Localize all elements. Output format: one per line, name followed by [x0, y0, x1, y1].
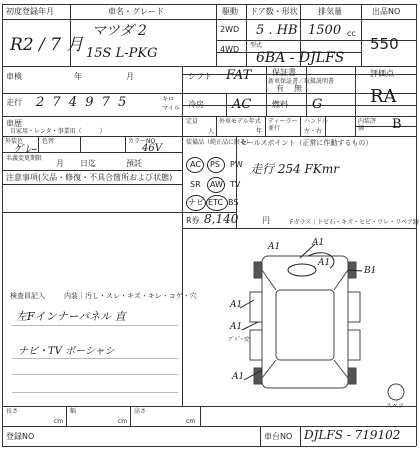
sales-point-title: セールスポイント（正常に作動するもの） — [240, 139, 373, 147]
shift-value: FAT — [226, 68, 252, 83]
inspector-legend: 内装｜汚し・スレ・キズ・キレ・コゲ・穴 — [64, 292, 197, 300]
length-label: 長さ — [6, 408, 19, 415]
dealer-label: ディーラー並行 — [268, 118, 298, 132]
glass-note: Fガラス｜トビ石・キズ・ヒビ・ワレ・リペア跡 — [290, 219, 420, 226]
mileage-value: 2 7 4 9 7 5 — [36, 95, 129, 110]
capacity-unit: 人 — [208, 128, 215, 135]
height-unit: cm — [186, 418, 196, 425]
fuel-value: G — [312, 97, 323, 112]
diagram-mark: A1 — [230, 322, 243, 332]
handle-value: 左・右 — [304, 128, 323, 135]
recycle-label: R券 — [186, 216, 200, 225]
inspector-comment-2: ナビ・TV ボーシャシ — [18, 346, 115, 357]
cc-unit: cc — [347, 29, 356, 38]
diagram-subnote: ﾌﾞﾊﾟｰ交 — [228, 336, 250, 343]
equip-item: SR — [190, 180, 201, 189]
recycle-value: 8,140 — [204, 212, 239, 226]
equip-item: PS — [210, 160, 220, 169]
interior-label: 内装評価 — [358, 118, 377, 132]
equip-item: AC — [190, 160, 201, 169]
diagram-mark: B1 — [364, 266, 377, 276]
aircon-label: 冷房 — [188, 100, 204, 109]
warranty-label: 保証書 — [272, 68, 296, 77]
equip-item: BS — [228, 198, 239, 207]
shaken-year: 年 — [74, 72, 82, 81]
name-change-label: 名義変更期限 — [6, 155, 43, 162]
shaken-label: 車検 — [6, 72, 22, 81]
inspector-label: 検査員記入 — [10, 292, 45, 300]
equip-item: AW — [210, 180, 223, 189]
lot-value: 550 — [370, 35, 399, 53]
handle-label: ハンドル — [304, 118, 329, 125]
model-year-unit: 年 — [256, 128, 263, 135]
mileage-label: 走行 — [6, 98, 22, 107]
diagram-mark: A1 — [268, 242, 281, 252]
warranty-ari: 有 — [276, 84, 284, 93]
lot-label: 出品NO — [372, 7, 401, 16]
color-no-value: 46V — [142, 143, 162, 154]
car-name-label: 車名・グレード — [108, 7, 164, 16]
recycle-unit: 円 — [262, 216, 270, 225]
drive-4wd: 4WD — [220, 45, 240, 54]
reg-label: 登録NO — [6, 432, 35, 441]
fuel-label: 燃料 — [272, 100, 288, 109]
model-value: 6BA - DJLFS — [256, 50, 345, 66]
inspector-comment-1: 左Fインナーパネル 直 — [16, 310, 126, 323]
exterior-label: 外装色 — [5, 138, 24, 145]
shaken-month: 月 — [126, 72, 134, 81]
equip-item: ナビ — [188, 198, 204, 207]
chassis-value: DJLFS - 719102 — [304, 428, 401, 442]
displacement-label: 排気量 — [318, 7, 342, 16]
history-sub: 自家用・レンタ・事業用（ ） — [10, 128, 106, 135]
equipment-title: 装備品 — [186, 139, 205, 146]
grade-value: 15S L-PKG — [86, 46, 158, 61]
diagram-mark: A1 — [312, 238, 325, 248]
score-value: RA — [370, 86, 397, 107]
width-label: 幅 — [70, 408, 77, 415]
length-unit: cm — [54, 418, 64, 425]
first-reg-label: 初度登録年月 — [6, 7, 54, 16]
equip-item: PW — [230, 160, 243, 169]
capacity-label: 定員 — [186, 118, 199, 125]
drive-2wd: 2WD — [220, 25, 240, 34]
width-unit: cm — [118, 418, 128, 425]
door-label: ドア数・形状 — [250, 7, 298, 16]
warranty-nashi: 無 — [294, 84, 302, 93]
score-label: 評価点 — [370, 69, 394, 78]
interior-value: B — [392, 117, 402, 132]
name-change-month: 月 — [56, 159, 64, 168]
displacement-value: 1500 — [308, 23, 342, 38]
car-name-value: マツダ 2 — [92, 23, 147, 39]
color-no-label: カラーNO — [128, 138, 156, 145]
model-label: 型式 — [250, 42, 263, 49]
aircon-value: AC — [232, 97, 252, 112]
first-reg-value: R2 / 7 月 — [10, 35, 84, 55]
equip-item: TV — [230, 180, 241, 189]
name-change-day: 日迄 — [80, 159, 96, 168]
trim-label: 色替 — [42, 138, 55, 145]
equip-item: ETC — [208, 198, 224, 207]
history-label: 車歴 — [6, 119, 22, 128]
exterior-value: ｸﾞﾚｰ — [14, 143, 36, 156]
diagram-mark: A1 — [318, 258, 331, 268]
mile-unit: マイル — [162, 105, 180, 112]
shift-label: シフト — [188, 72, 212, 81]
chassis-label: 車台NO — [264, 432, 293, 441]
sales-point-value: 走行 254 FKmr — [250, 162, 339, 176]
warranty-sub: 新車保証書／取扱説明書 — [268, 78, 335, 85]
model-year-label: 外車モデル年式 — [219, 118, 261, 125]
height-label: 高さ — [134, 408, 147, 415]
drive-label: 駆動 — [222, 7, 238, 16]
km-unit: キロ — [162, 96, 175, 103]
door-value: 5 . HB — [256, 23, 298, 38]
spare-label: スペア — [386, 403, 405, 410]
notes-label: 注意事項(欠品・修復・不具合箇所および状態) — [6, 173, 173, 182]
diagram-mark: A1 — [230, 300, 243, 310]
diagram-mark: A1 — [232, 372, 245, 382]
name-change-deposit: 預託 — [126, 159, 142, 168]
equipment-note: （純正品に限る） — [204, 139, 253, 146]
